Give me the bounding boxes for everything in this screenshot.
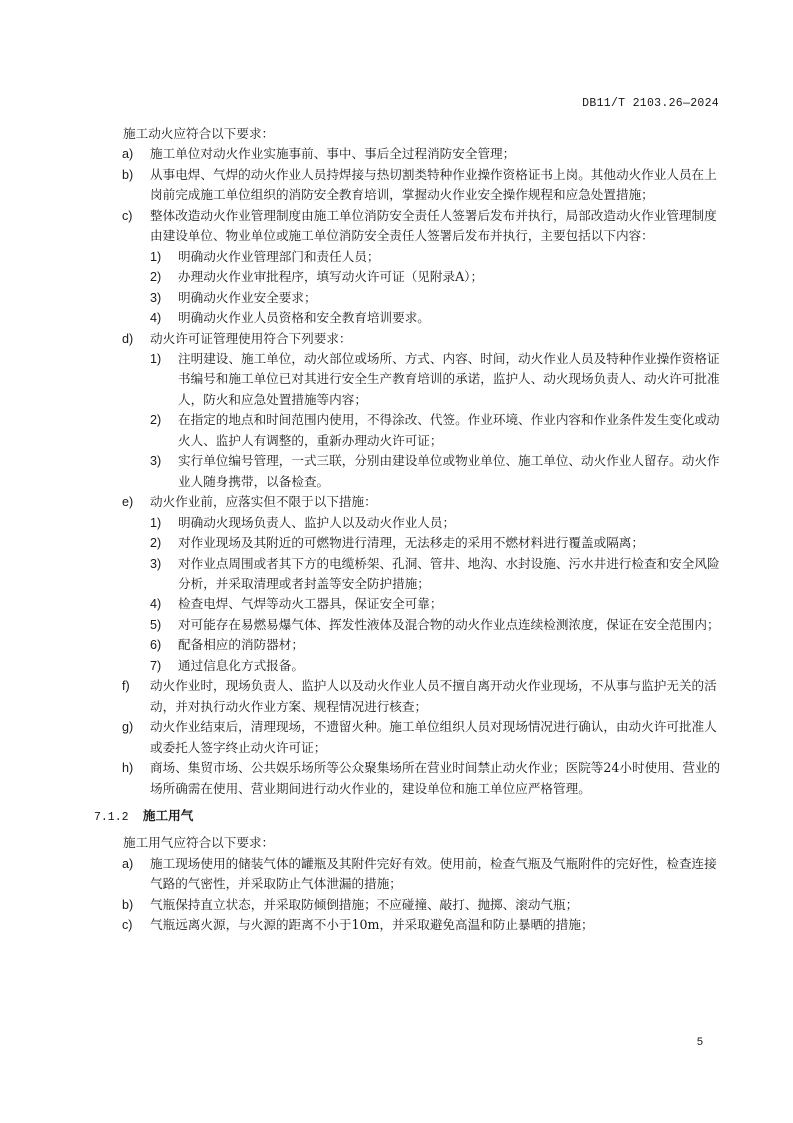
item-marker: h) xyxy=(122,761,134,776)
sub-marker: 4) xyxy=(150,311,162,326)
sub-text: 配备相应的消防器材； xyxy=(178,637,304,653)
sub-item-e7 xyxy=(0,656,723,676)
list-item-e xyxy=(0,492,723,512)
sub-text: 对作业点周围或者其下方的电缆桥架、孔洞、管井、地沟、水封设施、污水井进行检查和安全风险分析，并采取清理或者封盖等安全防护措施； xyxy=(178,555,720,591)
sub-text: 注明建设、施工单位，动火部位或场所、方式、内容、时间，动火作业人员及特种作业操作资格证书编号和施工单位已对其进行安全生产教育培训的承诺，监护人、动火现场负责人、动火许可批准人，防火和应急处置措施等内容； xyxy=(178,350,720,407)
sub-marker: 3) xyxy=(150,290,162,305)
sub-text: 检查电焊、气焊等动火工器具，保证安全可靠； xyxy=(178,596,443,612)
sub-marker: 7) xyxy=(150,658,162,673)
item-marker: g) xyxy=(122,720,134,735)
gas-item-a xyxy=(0,854,723,895)
sub-item-c1 xyxy=(0,247,723,267)
item-text: 动火作业前，应落实但不限于以下措施： xyxy=(150,494,377,510)
item-text: 动火作业时，现场负责人、监护人以及动火作业人员不擅自离开动火作业现场，不从事与监护无关的活动，并对执行动火作业方案、规程情况进行核查； xyxy=(150,678,717,714)
section-heading xyxy=(0,806,793,828)
list-item-c xyxy=(0,206,723,247)
item-text: 气瓶远离火源，与火源的距离不小于10m，并采取避免高温和防止暴晒的措施； xyxy=(150,917,594,933)
item-marker: c) xyxy=(122,918,133,933)
sub-marker: 6) xyxy=(150,638,162,653)
sub-item-d3 xyxy=(0,451,723,492)
sub-marker: 3) xyxy=(150,556,162,571)
sub-text: 办理动火作业审批程序，填写动火许可证（见附录A）； xyxy=(178,269,484,285)
item-marker: a) xyxy=(122,147,134,162)
sub-text: 对作业现场及其附近的可燃物进行清理，无法移走的采用不燃材料进行覆盖或隔离； xyxy=(178,535,644,551)
sub-marker: 1) xyxy=(150,249,162,264)
sub-text: 在指定的地点和时间范围内使用，不得涂改、代签。作业环境、作业内容和作业条件发生变化或动火人、监护人有调整的，重新办理动火许可证； xyxy=(178,412,720,448)
list-item-g xyxy=(0,717,723,758)
sub-marker: 5) xyxy=(150,617,162,632)
sub-marker: 2) xyxy=(150,536,162,551)
sub-item-e3 xyxy=(0,554,723,595)
sub-item-e5 xyxy=(0,615,723,635)
section-title: 施工用气 xyxy=(142,807,194,823)
sub-marker: 1) xyxy=(150,515,162,530)
gas-item-b xyxy=(0,895,723,915)
item-marker: f) xyxy=(122,679,130,694)
sub-item-d2 xyxy=(0,410,723,451)
list-item-d xyxy=(0,329,723,349)
sub-text: 实行单位编号管理，一式三联，分别由建设单位或物业单位、施工单位、动火作业人留存。动火作业人随身携带，以备检查。 xyxy=(178,453,720,489)
sub-text: 明确动火现场负责人、监护人以及动火作业人员； xyxy=(178,514,456,530)
intro-gas: 施工用气应符合以下要求： xyxy=(123,835,275,851)
item-text: 施工现场使用的储装气体的罐瓶及其附件完好有效。使用前，检查气瓶及气瓶附件的完好性，检查连接气路的气密性，并采取防止气体泄漏的措施； xyxy=(150,855,717,892)
sub-item-e1 xyxy=(0,513,723,533)
item-marker: d) xyxy=(122,331,134,346)
sub-item-e6 xyxy=(0,635,723,655)
item-marker: a) xyxy=(122,856,134,871)
sub-text: 通过信息化方式报备。 xyxy=(178,657,304,673)
sub-marker: 3) xyxy=(150,454,162,469)
sub-marker: 4) xyxy=(150,597,162,612)
item-text: 施工单位对动火作业实施事前、事中、事后全过程消防安全管理； xyxy=(150,146,516,162)
item-text: 从事电焊、气焊的动火作业人员持焊接与热切割类特种作业操作资格证书上岗。其他动火作业人员在上岗前完成施工单位组织的消防安全教育培训，掌握动火作业安全操作规程和应急处置措施； xyxy=(150,166,717,203)
sub-marker: 1) xyxy=(150,351,162,366)
item-marker: b) xyxy=(122,897,134,912)
sub-item-e2 xyxy=(0,533,723,553)
sub-item-e4 xyxy=(0,594,723,614)
section-number: 7.1.2 xyxy=(94,810,129,824)
page-number: 5 xyxy=(696,1036,703,1048)
sub-marker: 2) xyxy=(150,270,162,285)
sub-item-d1 xyxy=(0,349,723,410)
intro-hot-work: 施工动火应符合以下要求： xyxy=(123,126,275,141)
document-code: DB11/T 2103.26—2024 xyxy=(582,97,719,110)
sub-marker: 2) xyxy=(150,413,162,428)
list-item-a xyxy=(0,144,723,164)
item-marker: b) xyxy=(122,167,134,182)
item-text: 气瓶保持直立状态，并采取防倾倒措施；不应碰撞、敲打、抛掷、滚动气瓶； xyxy=(150,896,579,912)
item-text: 动火许可证管理使用符合下列要求： xyxy=(150,330,352,346)
list-item-b xyxy=(0,165,723,206)
sub-text: 明确动火作业人员资格和安全教育培训要求。 xyxy=(178,310,430,326)
sub-item-c3 xyxy=(0,288,723,308)
item-text: 动火作业结束后，清理现场，不遗留火种。施工单位组织人员对现场情况进行确认，由动火许可批准人或委托人签字终止动火许可证； xyxy=(150,719,717,755)
gas-item-c xyxy=(0,915,723,935)
item-text: 整体改造动火作业管理制度由施工单位消防安全责任人签署后发布并执行，局部改造动火作业管理制度由建设单位、物业单位或施工单位消防安全责任人签署后发布并执行，主要包括以下内容： xyxy=(150,207,717,244)
item-marker: e) xyxy=(122,495,134,510)
sub-text: 对可能存在易燃易爆气体、挥发性液体及混合物的动火作业点连续检测浓度，保证在安全范围内； xyxy=(178,616,720,632)
sub-text: 明确动火作业安全要求； xyxy=(178,289,317,305)
list-item-h xyxy=(0,758,723,799)
item-marker: c) xyxy=(122,208,133,223)
sub-text: 明确动火作业管理部门和责任人员； xyxy=(178,248,380,264)
page-body xyxy=(0,124,793,936)
sub-item-c2 xyxy=(0,267,723,287)
list-item-f xyxy=(0,676,723,717)
item-text: 商场、集贸市场、公共娱乐场所等公众聚集场所在营业时间禁止动火作业；医院等24小时使用、营业的场所确需在使用、营业期间进行动火作业的，建设单位和施工单位应严格管理。 xyxy=(150,760,721,796)
sub-item-c4 xyxy=(0,308,723,328)
